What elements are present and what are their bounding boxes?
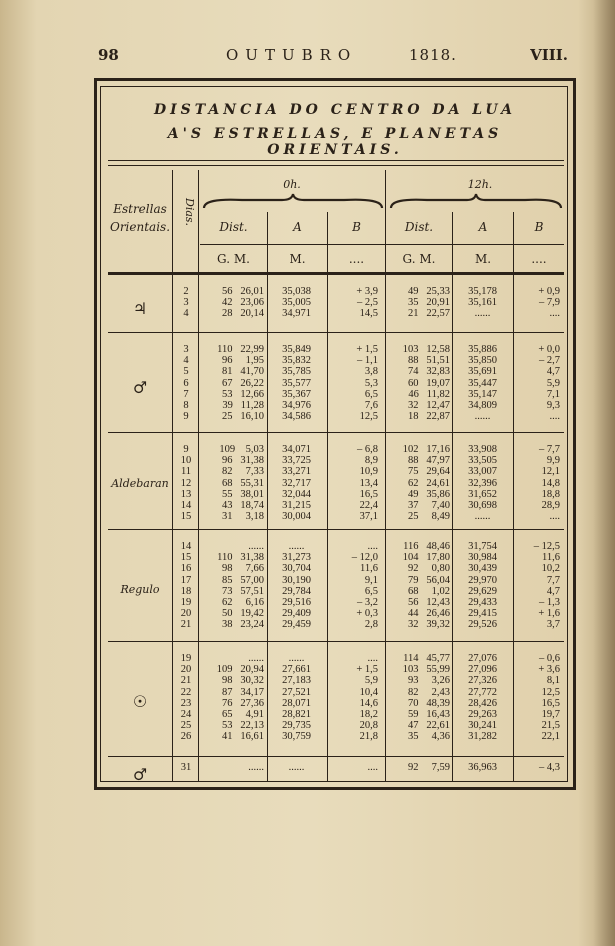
cell-dist12: 116 48,46 xyxy=(403,541,450,552)
cell-days: 15 xyxy=(180,552,192,564)
header-dist-12h: Dist. xyxy=(404,220,434,234)
cell-a12: ...... xyxy=(474,411,491,423)
cell-dist12: 35 4,36 xyxy=(408,731,450,743)
cell-a0: 32,044 xyxy=(282,488,311,500)
rule-under-title xyxy=(108,160,564,161)
cell-a12: 27,326 xyxy=(468,675,497,687)
cell-dist12: 35 20,91 xyxy=(408,297,450,309)
cell-dist12: 49 35,86 xyxy=(408,488,450,500)
cell-a0: 34,971 xyxy=(282,308,311,320)
cell-a12: 27,772 xyxy=(468,686,497,698)
cell-days: 10 xyxy=(180,455,192,467)
cell-b0: + 0,3 xyxy=(356,608,378,620)
cell-a0: 27,183 xyxy=(282,675,311,687)
cell-a0: 30,759 xyxy=(282,731,311,743)
cell-days: 11 xyxy=(180,466,192,478)
cell-a12: 35,447 xyxy=(468,377,497,389)
cell-dist0: 109 5,03 xyxy=(219,444,264,455)
cell-b12: 22,1 xyxy=(541,731,560,743)
brace-12h xyxy=(389,192,563,212)
cell-b12: .... xyxy=(549,411,560,423)
group-12h-label: 12h. xyxy=(467,178,493,191)
cell-b0: 6,5 xyxy=(364,585,378,597)
cell-a0: 29,409 xyxy=(282,608,311,620)
cell-b0: – 3,2 xyxy=(357,597,378,608)
cell-dist12: 62 24,61 xyxy=(408,477,450,489)
cell-b0: 18,2 xyxy=(359,709,378,720)
cell-days: 9 xyxy=(183,411,189,423)
cell-days: 16 xyxy=(180,563,192,575)
cell-dist0: 41 16,61 xyxy=(222,731,264,743)
cell-a0: 31,215 xyxy=(282,500,311,511)
cell-b12: .... xyxy=(549,511,560,523)
cell-b0: 37,1 xyxy=(359,511,378,523)
header-days: Dias. xyxy=(183,198,196,227)
cell-b12: 11,6 xyxy=(542,552,560,564)
cell-b12: – 1,3 xyxy=(539,597,560,608)
star-label: Aldebaran xyxy=(111,476,169,490)
cell-dist0: 42 23,06 xyxy=(222,297,264,309)
cell-dist0: 43 18,74 xyxy=(222,500,264,511)
cell-b12: + 0,9 xyxy=(538,286,560,297)
col-rule-days xyxy=(172,170,173,782)
cell-days: 23 xyxy=(180,697,192,709)
cell-days: 19 xyxy=(180,597,192,608)
cell-dist0: 67 26,22 xyxy=(222,377,264,389)
cell-dist0: 110 31,38 xyxy=(217,552,264,564)
star-label: ♂ xyxy=(132,765,148,784)
cell-b0: 16,5 xyxy=(359,488,378,500)
cell-dist0: 109 20,94 xyxy=(216,664,264,676)
cell-days: 22 xyxy=(180,686,192,698)
cell-a12: 35,850 xyxy=(468,355,497,367)
star-label: Regulo xyxy=(120,583,160,596)
cell-b0: .... xyxy=(367,541,378,552)
cell-b0: 6,5 xyxy=(364,388,378,400)
cell-a12: 31,754 xyxy=(468,541,497,552)
cell-dist12: 103 12,58 xyxy=(402,344,450,355)
cell-dist12: 47 22,61 xyxy=(408,720,450,732)
cell-a12: 35,691 xyxy=(468,366,497,378)
cell-a12: 27,096 xyxy=(468,664,497,676)
signature-mark: VIII. xyxy=(530,46,568,64)
header-b-0h: B xyxy=(352,220,361,234)
cell-b0: .... xyxy=(367,762,378,773)
cell-b12: 18,8 xyxy=(541,488,560,500)
rule-under-header xyxy=(108,272,564,275)
cell-a12: 29,970 xyxy=(468,574,497,586)
year: 1818. xyxy=(409,46,457,64)
cell-days: 18 xyxy=(180,585,192,597)
cell-days: 25 xyxy=(180,720,192,732)
cell-dist0: 31 3,18 xyxy=(222,511,264,523)
cell-days: 20 xyxy=(180,608,192,620)
cell-b12: – 4,3 xyxy=(539,762,560,773)
cell-days: 3 xyxy=(183,344,189,355)
cell-b0: 9,1 xyxy=(364,574,378,586)
cell-a12: 30,984 xyxy=(468,552,497,564)
cell-a12: 30,698 xyxy=(468,500,497,511)
cell-b12: – 0,6 xyxy=(539,653,560,664)
cell-b12: 28,9 xyxy=(541,500,560,511)
cell-days: 2 xyxy=(183,286,189,297)
col-rule-dist12 xyxy=(452,212,453,782)
cell-a0: 35,849 xyxy=(282,344,311,355)
unit-a-0h: M. xyxy=(289,252,306,266)
cell-dist0: 68 55,31 xyxy=(222,477,264,489)
unit-dist-0h: G. M. xyxy=(217,252,250,266)
cell-dist12: 103 55,99 xyxy=(402,664,450,676)
cell-dist0: 76 27,36 xyxy=(222,697,264,709)
cell-b0: 10,4 xyxy=(359,686,378,698)
cell-b12: 21,5 xyxy=(541,720,560,732)
cell-a0: 29,459 xyxy=(282,619,311,631)
page-header xyxy=(98,44,568,72)
cell-a12: 29,526 xyxy=(468,619,497,631)
cell-a0: 30,190 xyxy=(282,574,311,586)
cell-a0: ...... xyxy=(288,653,305,664)
section-divider xyxy=(108,641,564,642)
star-label: ♃ xyxy=(132,298,148,318)
cell-days: 8 xyxy=(183,400,189,411)
cell-a12: 35,161 xyxy=(468,297,497,309)
section-divider xyxy=(108,332,564,333)
cell-a0: 33,725 xyxy=(282,455,311,467)
cell-a12: 27,076 xyxy=(468,653,497,664)
cell-days: 5 xyxy=(183,366,189,378)
cell-dist12: 32 12,47 xyxy=(408,400,450,411)
cell-days: 4 xyxy=(183,355,189,367)
cell-days: 12 xyxy=(180,477,192,489)
unit-a-12h: M. xyxy=(474,252,492,266)
month-title: OUTUBRO xyxy=(226,46,358,64)
cell-dist12: 44 26,46 xyxy=(408,608,450,620)
cell-dist12: 75 29,64 xyxy=(408,466,450,478)
cell-a12: 29,263 xyxy=(468,709,497,720)
cell-b12: 9,9 xyxy=(546,455,560,467)
cell-dist0: 96 31,38 xyxy=(222,455,264,467)
cell-a0: 28,071 xyxy=(282,697,311,709)
cell-b0: 13,4 xyxy=(359,477,378,489)
cell-b0: + 3,9 xyxy=(356,286,378,297)
cell-dist0: 96 1,95 xyxy=(222,355,264,367)
cell-a0: 27,521 xyxy=(282,686,311,698)
cell-a0: 35,005 xyxy=(282,297,311,309)
table-title-line2: A'S ESTRELLAS, E PLANETAS ORIENTAIS. xyxy=(167,126,503,158)
cell-b0: 12,5 xyxy=(359,411,378,423)
cell-dist0: 55 38,01 xyxy=(222,488,264,500)
cell-b0: – 2,5 xyxy=(357,297,378,309)
cell-dist12: 114 45,77 xyxy=(403,653,450,664)
cell-dist12: 104 17,80 xyxy=(402,552,450,564)
cell-days: 20 xyxy=(180,664,192,676)
cell-b0: 5,3 xyxy=(364,377,378,389)
cell-days: 26 xyxy=(180,731,192,743)
header-a-0h: A xyxy=(293,220,302,234)
cell-dist12: 49 25,33 xyxy=(408,286,450,297)
cell-b12: 10,2 xyxy=(541,563,560,575)
cell-b0: 3,8 xyxy=(364,366,378,378)
cell-dist0: 81 41,70 xyxy=(222,366,264,378)
unit-dist-12h: G. M. xyxy=(402,252,436,266)
cell-b0: – 6,8 xyxy=(357,444,378,455)
cell-a0: 31,273 xyxy=(282,552,311,564)
cell-dist12: 18 22,87 xyxy=(408,411,450,423)
brace-0h xyxy=(202,192,384,212)
cell-b0: 10,9 xyxy=(359,466,378,478)
cell-b0: 11,6 xyxy=(360,563,378,575)
cell-b12: + 0,0 xyxy=(538,344,560,355)
cell-dist12: 68 1,02 xyxy=(408,585,450,597)
star-label: ♂ xyxy=(132,378,148,397)
cell-b0: 22,4 xyxy=(359,500,378,511)
star-label: ☉ xyxy=(132,691,148,711)
cell-b0: + 1,5 xyxy=(356,344,378,355)
cell-dist0: 53 22,13 xyxy=(222,720,264,732)
cell-b12: 12,1 xyxy=(541,466,560,478)
cell-dist12: 56 12,43 xyxy=(408,597,450,608)
cell-b12: .... xyxy=(549,308,560,320)
cell-days: 4 xyxy=(183,308,189,320)
cell-b12: 12,5 xyxy=(541,686,560,698)
rule-above-units xyxy=(200,244,564,245)
cell-days: 9 xyxy=(183,444,189,455)
rule-above-last xyxy=(108,756,564,757)
cell-a12: 33,007 xyxy=(468,466,497,478)
unit-b-12h: .... xyxy=(531,252,547,266)
cell-dist12: 88 47,97 xyxy=(408,455,450,467)
cell-days: 21 xyxy=(180,619,192,631)
cell-dist0: ...... xyxy=(248,653,264,664)
cell-a12: 29,629 xyxy=(468,585,497,597)
cell-b0: 14,5 xyxy=(359,308,378,320)
cell-dist12: 46 11,82 xyxy=(408,388,450,400)
cell-dist12: 59 16,43 xyxy=(408,709,450,720)
cell-a12: 29,433 xyxy=(468,597,497,608)
cell-a12: 33,505 xyxy=(468,455,497,467)
cell-b0: – 12,0 xyxy=(351,552,378,564)
cell-b0: 14,6 xyxy=(359,697,378,709)
cell-days: 17 xyxy=(180,574,192,586)
cell-dist12: 82 2,43 xyxy=(408,686,450,698)
cell-b12: 14,8 xyxy=(541,477,560,489)
cell-a0: 32,717 xyxy=(282,477,311,489)
cell-dist0: 65 4,91 xyxy=(222,709,264,720)
cell-b0: 21,8 xyxy=(359,731,378,743)
cell-dist12: 92 0,80 xyxy=(408,563,450,575)
cell-a0: 34,586 xyxy=(282,411,311,423)
cell-dist0: 85 57,00 xyxy=(222,574,264,586)
cell-b12: 16,5 xyxy=(541,697,560,709)
cell-a12: 33,908 xyxy=(468,444,497,455)
cell-a0: 29,735 xyxy=(282,720,311,732)
cell-dist12: 25 8,49 xyxy=(408,511,450,523)
cell-a0: 28,821 xyxy=(282,709,311,720)
cell-days: 14 xyxy=(180,500,192,511)
cell-dist12: 70 48,39 xyxy=(408,697,450,709)
cell-a0: 35,577 xyxy=(282,377,311,389)
cell-a0: 35,832 xyxy=(282,355,311,367)
cell-b12: 7,7 xyxy=(546,574,560,586)
group-0h-label: 0h. xyxy=(283,178,301,191)
cell-a12: 35,886 xyxy=(468,344,497,355)
cell-b12: 9,3 xyxy=(546,400,560,411)
cell-b0: 8,9 xyxy=(364,455,378,467)
cell-days: 19 xyxy=(180,653,192,664)
cell-a12: 30,439 xyxy=(468,563,497,575)
cell-a0: 27,661 xyxy=(282,664,311,676)
cell-dist12: 93 3,26 xyxy=(408,675,450,687)
cell-dist12: 79 56,04 xyxy=(408,574,450,586)
cell-a0: 33,271 xyxy=(282,466,311,478)
cell-dist12: 88 51,51 xyxy=(408,355,450,367)
cell-dist12: 32 39,32 xyxy=(408,619,450,631)
cell-b12: + 3,6 xyxy=(538,664,560,676)
cell-dist0: 73 57,51 xyxy=(222,585,264,597)
cell-days: 13 xyxy=(180,488,192,500)
cell-a0: 34,976 xyxy=(282,400,311,411)
cell-dist0: 98 7,66 xyxy=(222,563,264,575)
cell-days: 6 xyxy=(183,377,189,389)
section-divider xyxy=(108,432,564,433)
cell-a12: 35,178 xyxy=(468,286,497,297)
cell-dist0: ...... xyxy=(248,541,264,552)
cell-days: 7 xyxy=(183,388,189,400)
cell-dist0: 39 11,28 xyxy=(222,400,264,411)
cell-dist0: 110 22,99 xyxy=(217,344,264,355)
cell-b0: – 1,1 xyxy=(357,355,378,367)
col-rule-0h xyxy=(198,170,199,782)
cell-b0: 20,8 xyxy=(359,720,378,732)
header-a-12h: A xyxy=(478,220,488,234)
cell-dist0: 82 7,33 xyxy=(222,466,264,478)
cell-b12: 7,1 xyxy=(546,388,560,400)
cell-dist12: 102 17,16 xyxy=(402,444,450,455)
cell-a12: 36,963 xyxy=(468,762,497,773)
cell-a12: 31,652 xyxy=(468,488,497,500)
cell-b12: – 7,9 xyxy=(539,297,560,309)
cell-days: 14 xyxy=(180,541,192,552)
cell-dist0: 25 16,10 xyxy=(222,411,264,423)
cell-a12: 35,147 xyxy=(468,388,497,400)
section-divider xyxy=(108,529,564,530)
cell-dist12: 74 32,83 xyxy=(408,366,450,378)
header-stars: Estrellas Orientais. xyxy=(109,202,171,234)
cell-b12: – 7,7 xyxy=(539,444,560,455)
cell-b0: 7,6 xyxy=(364,400,378,411)
page-number: 98 xyxy=(98,46,119,64)
cell-days: 31 xyxy=(180,762,192,773)
cell-dist0: 50 19,42 xyxy=(222,608,264,620)
cell-dist0: 87 34,17 xyxy=(222,686,264,698)
cell-b12: – 12,5 xyxy=(533,541,560,552)
cell-a0: 30,704 xyxy=(282,563,311,575)
cell-b12: 4,7 xyxy=(546,585,560,597)
header-dist-0h: Dist. xyxy=(219,220,248,234)
cell-days: 21 xyxy=(180,675,192,687)
cell-dist0: 38 23,24 xyxy=(222,619,264,631)
cell-b12: 5,9 xyxy=(546,377,560,389)
cell-days: 24 xyxy=(180,709,192,720)
cell-b12: 3,7 xyxy=(546,619,560,631)
cell-a0: 35,038 xyxy=(282,286,311,297)
cell-a12: 34,809 xyxy=(468,400,497,411)
cell-a12: 28,426 xyxy=(468,697,497,709)
rule-under-title-2 xyxy=(108,165,564,166)
cell-a0: 34,071 xyxy=(282,444,311,455)
cell-a12: ...... xyxy=(474,308,491,320)
cell-dist0: 53 12,66 xyxy=(222,388,264,400)
cell-b0: .... xyxy=(367,653,378,664)
cell-b12: 19,7 xyxy=(541,709,560,720)
cell-a0: ...... xyxy=(288,541,305,552)
cell-dist0: 62 6,16 xyxy=(222,597,264,608)
cell-b12: 8,1 xyxy=(546,675,560,687)
cell-dist12: 21 22,57 xyxy=(408,308,450,320)
cell-days: 15 xyxy=(180,511,192,523)
cell-dist0: 98 30,32 xyxy=(222,675,264,687)
cell-b0: 2,8 xyxy=(364,619,378,631)
cell-dist0: 56 26,01 xyxy=(222,286,264,297)
cell-dist0: 28 20,14 xyxy=(222,308,264,320)
cell-b0: 5,9 xyxy=(364,675,378,687)
cell-a0: 29,784 xyxy=(282,585,311,597)
book-spine-shadow xyxy=(593,0,615,946)
cell-dist12: 92 7,59 xyxy=(408,762,450,773)
cell-dist12: 37 7,40 xyxy=(408,500,450,511)
cell-a12: 32,396 xyxy=(468,477,497,489)
table-title-line1: DISTANCIA DO CENTRO DA LUA xyxy=(153,102,517,118)
cell-a0: 35,785 xyxy=(282,366,311,378)
cell-b12: 4,7 xyxy=(546,366,560,378)
cell-a12: ...... xyxy=(474,511,491,523)
cell-days: 3 xyxy=(183,297,189,309)
cell-a0: ...... xyxy=(288,762,305,773)
cell-dist12: 60 19,07 xyxy=(408,377,450,389)
cell-a0: 30,004 xyxy=(282,511,311,523)
header-b-12h: B xyxy=(534,220,544,234)
cell-a0: 35,367 xyxy=(282,388,311,400)
cell-a0: 29,516 xyxy=(282,597,311,608)
cell-a12: 31,282 xyxy=(468,731,497,743)
cell-a12: 29,415 xyxy=(468,608,497,620)
cell-a12: 30,241 xyxy=(468,720,497,732)
unit-b-0h: .... xyxy=(348,252,365,266)
cell-dist0: ...... xyxy=(248,762,264,773)
cell-b0: + 1,5 xyxy=(356,664,378,676)
cell-b12: – 2,7 xyxy=(539,355,560,367)
cell-b12: + 1,6 xyxy=(538,608,560,620)
